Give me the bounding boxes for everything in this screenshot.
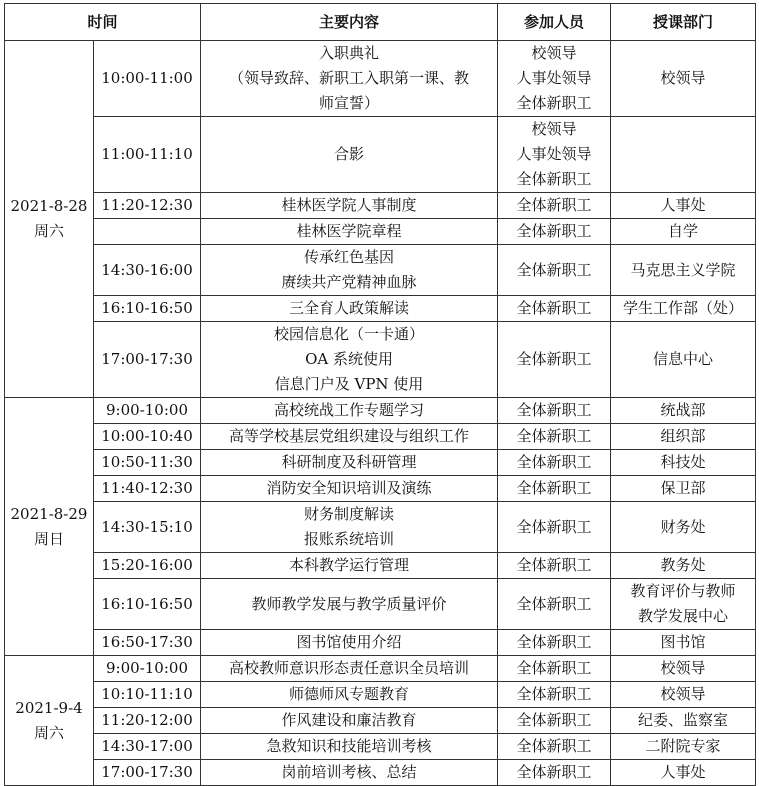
session-content-line: 传承红色基因 (304, 248, 395, 266)
session-content-line: 作风建设和廉洁教育 (281, 711, 417, 729)
department-line: 学生工作部（处） (623, 299, 744, 317)
time-slot: 11:40-12:30 (94, 476, 201, 502)
time-slot: 9:00-10:00 (94, 656, 201, 682)
participants (498, 193, 611, 219)
department-line: 马克思主义学院 (630, 260, 736, 279)
session-content-line: OA 系统使用 (305, 350, 393, 368)
participants-line: 全体新职工 (516, 401, 592, 419)
participants (498, 219, 611, 245)
schedule-row (5, 708, 756, 734)
department-line: 人事处 (660, 196, 706, 214)
participants-line: 全体新职工 (516, 94, 592, 112)
session-content (201, 630, 498, 656)
time-slot: 14:30-15:10 (94, 502, 201, 553)
participants-line: 全体新职工 (516, 711, 592, 729)
time-slot: 16:10-16:50 (94, 579, 201, 630)
schedule-row (5, 553, 756, 579)
day-weekday: 周日 (33, 529, 64, 548)
session-content-line: 桂林医学院章程 (296, 222, 402, 240)
department-line: 纪委、监察室 (638, 711, 729, 729)
department (611, 41, 756, 117)
participants (498, 760, 611, 786)
session-content-line: 财务制度解读 (304, 505, 395, 523)
department (611, 117, 756, 193)
day-date: 2021-8-28 (10, 197, 88, 215)
session-content (201, 476, 498, 502)
department (611, 656, 756, 682)
participants (498, 734, 611, 760)
session-content (201, 708, 498, 734)
department-line (613, 142, 753, 167)
participants-line: 全体新职工 (516, 594, 592, 613)
session-content (201, 398, 498, 424)
time-slot: 14:30-17:00 (94, 734, 201, 760)
participants (498, 424, 611, 450)
department-line: 统战部 (660, 401, 706, 419)
participants-line: 全体新职工 (516, 685, 592, 703)
session-content (201, 450, 498, 476)
session-content (201, 41, 498, 117)
participants-line: 全体新职工 (516, 556, 592, 574)
session-content-line: （领导致辞、新职工入职第一课、教 (229, 69, 470, 87)
department-line: 校领导 (660, 685, 706, 703)
schedule-row (5, 398, 756, 424)
participants-line: 全体新职工 (516, 299, 592, 317)
participants-line: 全体新职工 (516, 517, 592, 536)
schedule-row (5, 682, 756, 708)
session-content-line: 本科教学运行管理 (289, 556, 410, 574)
department (611, 245, 756, 296)
department-line: 校领导 (660, 659, 706, 677)
participants (498, 656, 611, 682)
time-slot: 16:50-17:30 (94, 630, 201, 656)
schedule-row (5, 734, 756, 760)
time-slot (94, 219, 201, 245)
session-content-line: 入职典礼 (319, 44, 380, 62)
participants-line: 人事处领导 (516, 145, 592, 163)
time-slot: 10:50-11:30 (94, 450, 201, 476)
department-line: 图书馆 (660, 633, 706, 651)
session-content (201, 734, 498, 760)
department (611, 760, 756, 786)
department (611, 682, 756, 708)
schedule-row (5, 245, 756, 296)
schedule-row (5, 579, 756, 630)
participants-line: 全体新职工 (516, 222, 592, 240)
session-content (201, 117, 498, 193)
department (611, 296, 756, 322)
participants-line: 校领导 (531, 120, 577, 138)
session-content-line: 合影 (334, 145, 365, 163)
header-department: 授课部门 (611, 4, 756, 41)
department-line: 科技处 (660, 453, 706, 471)
session-content-line: 师德师风专题教育 (289, 685, 410, 703)
session-content (201, 296, 498, 322)
participants (498, 579, 611, 630)
day-weekday: 周六 (33, 723, 64, 742)
schedule-body (5, 41, 756, 786)
participants-line: 人事处领导 (516, 69, 592, 87)
time-slot: 11:20-12:00 (94, 708, 201, 734)
day-cell (5, 41, 94, 398)
participants (498, 322, 611, 398)
participants (498, 708, 611, 734)
department-line: 组织部 (660, 427, 706, 445)
schedule-row (5, 296, 756, 322)
schedule-row (5, 502, 756, 553)
participants-line: 全体新职工 (516, 479, 592, 497)
session-content-line: 图书馆使用介绍 (296, 633, 402, 651)
time-slot: 14:30-16:00 (94, 245, 201, 296)
department (611, 579, 756, 630)
schedule-row (5, 424, 756, 450)
participants (498, 553, 611, 579)
participants-line: 全体新职工 (516, 350, 592, 368)
session-content-line: 报账系统培训 (304, 530, 395, 548)
schedule-row (5, 117, 756, 193)
department (611, 193, 756, 219)
schedule-row (5, 630, 756, 656)
participants (498, 450, 611, 476)
time-slot: 10:00-11:00 (94, 41, 201, 117)
session-content-line: 岗前培训考核、总结 (281, 763, 417, 781)
time-slot: 10:00-10:40 (94, 424, 201, 450)
department (611, 502, 756, 553)
participants (498, 630, 611, 656)
session-content (201, 682, 498, 708)
department (611, 553, 756, 579)
department-line: 自学 (668, 222, 699, 240)
session-content (201, 760, 498, 786)
session-content (201, 502, 498, 553)
department-line: 二附院专家 (645, 737, 721, 755)
session-content-line: 消防安全知识培训及演练 (266, 479, 432, 497)
session-content-line: 赓续共产党精神血脉 (281, 273, 417, 291)
department (611, 476, 756, 502)
time-slot: 17:00-17:30 (94, 322, 201, 398)
session-content-line: 高等学校基层党组织建设与组织工作 (229, 427, 470, 445)
department (611, 424, 756, 450)
department (611, 450, 756, 476)
participants-line: 全体新职工 (516, 659, 592, 677)
participants-line: 全体新职工 (516, 737, 592, 755)
day-cell (5, 398, 94, 656)
schedule-row (5, 193, 756, 219)
schedule-row (5, 656, 756, 682)
session-content-line: 师宣誓） (319, 94, 380, 112)
time-slot: 15:20-16:00 (94, 553, 201, 579)
participants-line: 全体新职工 (516, 453, 592, 471)
participants (498, 41, 611, 117)
participants (498, 502, 611, 553)
session-content (201, 424, 498, 450)
department-line: 教务处 (660, 556, 706, 574)
day-cell (5, 656, 94, 786)
schedule-row (5, 450, 756, 476)
day-date: 2021-9-4 (15, 698, 83, 717)
department (611, 630, 756, 656)
department-line: 教学发展中心 (638, 607, 729, 625)
department-line: 信息中心 (653, 350, 714, 368)
department-line: 教育评价与教师 (630, 582, 736, 600)
time-slot: 11:20-12:30 (94, 193, 201, 219)
participants-line: 全体新职工 (516, 170, 592, 188)
participants-line: 校领导 (531, 44, 577, 62)
participants (498, 245, 611, 296)
time-slot: 11:00-11:10 (94, 117, 201, 193)
day-date: 2021-8-29 (10, 504, 88, 523)
participants (498, 296, 611, 322)
session-content (201, 322, 498, 398)
header-content: 主要内容 (201, 4, 498, 41)
time-slot: 17:00-17:30 (94, 760, 201, 786)
session-content (201, 245, 498, 296)
session-content (201, 553, 498, 579)
participants (498, 476, 611, 502)
department (611, 322, 756, 398)
schedule-row (5, 41, 756, 117)
participants-line: 全体新职工 (516, 260, 592, 279)
session-content-line: 急救知识和技能培训考核 (266, 737, 432, 755)
session-content-line: 校园信息化（一卡通） (274, 325, 425, 343)
session-content-line: 三全育人政策解读 (289, 299, 410, 317)
schedule-row (5, 219, 756, 245)
header-participants: 参加人员 (498, 4, 611, 41)
time-slot: 10:10-11:10 (94, 682, 201, 708)
department (611, 734, 756, 760)
session-content-line: 信息门户及 VPN 使用 (274, 375, 424, 393)
participants (498, 398, 611, 424)
participants-line: 全体新职工 (516, 427, 592, 445)
session-content-line: 高校教师意识形态责任意识全员培训 (229, 659, 470, 677)
schedule-row (5, 476, 756, 502)
schedule-row (5, 322, 756, 398)
participants (498, 117, 611, 193)
header-time: 时间 (5, 4, 201, 41)
participants-line: 全体新职工 (516, 763, 592, 781)
time-slot: 9:00-10:00 (94, 398, 201, 424)
day-weekday: 周六 (33, 222, 64, 240)
session-content (201, 219, 498, 245)
session-content (201, 579, 498, 630)
department-line: 校领导 (660, 69, 706, 87)
department-line: 人事处 (660, 763, 706, 781)
session-content-line: 教师教学发展与教学质量评价 (251, 594, 447, 613)
training-schedule-table (4, 3, 756, 786)
department (611, 708, 756, 734)
department (611, 219, 756, 245)
participants (498, 682, 611, 708)
session-content (201, 656, 498, 682)
participants-line: 全体新职工 (516, 633, 592, 651)
time-slot: 16:10-16:50 (94, 296, 201, 322)
department-line: 保卫部 (660, 479, 706, 497)
participants-line: 全体新职工 (516, 196, 592, 214)
header-row (5, 4, 756, 41)
session-content-line: 高校统战工作专题学习 (274, 401, 425, 419)
session-content-line: 科研制度及科研管理 (281, 453, 417, 471)
schedule-row (5, 760, 756, 786)
session-content (201, 193, 498, 219)
department (611, 398, 756, 424)
department-line: 财务处 (660, 517, 706, 536)
session-content-line: 桂林医学院人事制度 (281, 196, 417, 214)
